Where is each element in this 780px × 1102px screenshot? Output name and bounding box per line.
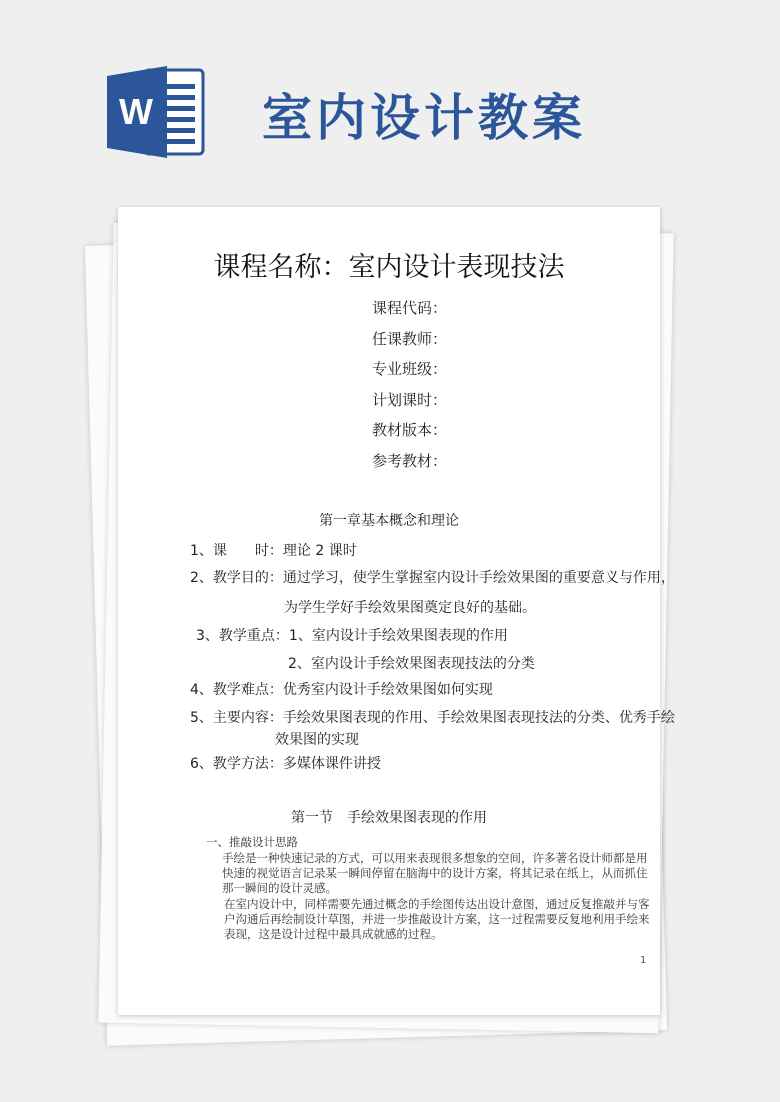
item-2 [190,567,675,587]
paragraph-2-line-1: 在室内设计中，同样需要先通过概念的手绘图传达出设计意图，通过反复推敲并与客 [224,897,650,911]
item-number: 4、 [190,682,213,698]
item-3 [196,625,508,645]
paragraph-1-line-3: 那一瞬间的设计灵感。 [222,881,337,895]
item-separator: ： [268,756,283,772]
info-course-code: 课程代码： [372,299,448,317]
item-6 [190,753,381,773]
paragraph-2-line-2: 户沟通后再绘制设计草图，并进一步推敲设计方案，这一过程需要反复地利用手绘来 [224,912,650,926]
subsection-title: 一、推敲设计思路 [206,835,298,849]
paragraph-1-line-2: 快速的视觉语言记录某一瞬间停留在脑海中的设计方案，将其记录在纸上，从而抓住 [222,866,648,880]
item-text: 多媒体课件讲授 [282,756,381,772]
word-logo-icon [107,66,207,158]
item-separator: ： [274,628,289,644]
item-label: 主要内容 [212,710,269,726]
item-number: 1、 [190,543,213,559]
item-label: 课 时 [212,543,269,559]
item-label: 教学方法 [212,756,269,772]
info-reference: 参考教材： [372,452,448,470]
item-label: 教学目的 [212,570,269,586]
item-text: 优秀室内设计手绘效果图如何实现 [282,682,493,698]
item-2-continuation: 为学生学好手绘效果图奠定良好的基础。 [284,600,536,616]
course-title: 课程名称：室内设计表现技法 [213,252,565,283]
item-number: 3、 [196,628,219,644]
item-3-continuation: 2、室内设计手绘效果图表现技法的分类 [288,656,535,672]
info-class: 专业班级： [372,360,448,378]
svg-text:W: W [119,91,153,132]
item-separator: ： [268,543,283,559]
document-page [118,207,675,1015]
item-separator: ： [268,710,283,726]
chapter-title: 第一章基本概念和理论 [319,513,459,529]
item-number: 2、 [190,570,213,586]
item-separator: ： [268,570,283,586]
paragraph-2-line-3: 表现，这是设计过程中最具成就感的过程。 [224,927,443,941]
info-teacher: 任课教师： [372,330,448,348]
item-5 [190,707,675,727]
item-5-continuation: 效果图的实现 [275,732,359,748]
item-text: 1、室内设计手绘效果图表现的作用 [288,628,508,644]
info-textbook: 教材版本： [372,421,448,439]
info-hours: 计划课时： [372,391,448,409]
item-number: 6、 [190,756,213,772]
item-label: 教学重点 [218,628,275,644]
page-number: 1 [640,955,647,966]
item-text: 手绘效果图表现的作用、手绘效果图表现技法的分类、优秀手绘 [282,710,675,726]
item-text: 通过学习，使学生掌握室内设计手绘效果图的重要意义与作用， [282,570,675,586]
item-1 [190,540,357,560]
banner-title: 室内设计教案 [262,88,586,147]
paragraph-1-line-1: 手绘是一种快速记录的方式，可以用来表现很多想象的空间，许多著名设计师都是用 [222,851,648,865]
banner [0,0,780,200]
item-number: 5、 [190,710,213,726]
item-separator: ： [268,682,283,698]
item-label: 教学难点 [212,682,269,698]
item-text: 理论 2 课时 [282,543,357,559]
section-title: 第一节 手绘效果图表现的作用 [291,810,487,826]
item-4 [190,679,493,699]
